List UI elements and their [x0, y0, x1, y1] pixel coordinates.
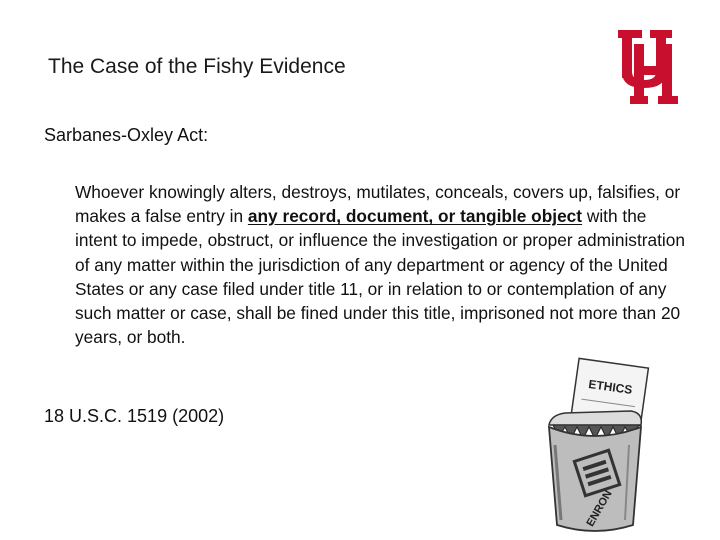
paper-label: ETHICS	[587, 377, 634, 398]
statute-heading: Sarbanes-Oxley Act:	[44, 125, 209, 145]
shredder-icon	[535, 355, 655, 540]
shredder-label: ENRON	[584, 488, 615, 529]
quote-highlight: any record, document, or tangible object	[247, 206, 583, 227]
quote-text-before: Whoever knowingly alters, destroys, mutilates, conceals, covers up, falsifies, or makes a false entry in	[75, 182, 681, 227]
uh-logo-icon	[616, 28, 680, 106]
statute-quote	[75, 180, 685, 349]
slide-title: The Case of the Fishy Evidence	[48, 55, 346, 78]
quote-text-after: with the intent to impede, obstruct, or influence the investigation or proper administration of any matter within the jurisdiction of any department or agency of the United States or any case filed under title 11, or in relation to or contemplation of any such matter or case, shall be fined under this title, imprisoned not more than 20 years, or both.	[75, 206, 685, 348]
statute-citation: 18 U.S.C. 1519 (2002)	[44, 406, 225, 426]
